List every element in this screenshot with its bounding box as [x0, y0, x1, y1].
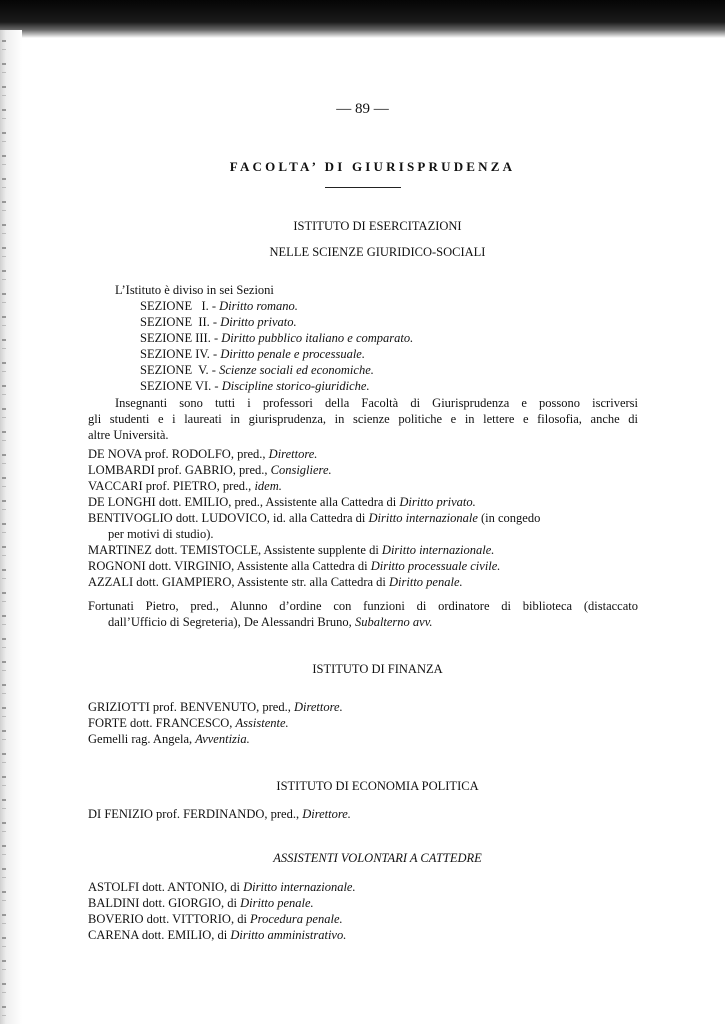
staff-role: Direttore.: [268, 447, 318, 461]
title-rule: [325, 187, 401, 188]
staff-role: Diritto amministrativo.: [230, 928, 347, 942]
page-number: — 89 —: [336, 101, 389, 117]
staff-role: Procedura penale.: [250, 912, 343, 926]
staff-role: Avventizia.: [195, 732, 250, 746]
section-name: Diritto privato.: [220, 315, 297, 329]
scan-gutter-marks: [2, 40, 6, 1020]
staff-line: [88, 574, 463, 590]
staff-name: BALDINI dott. GIORGIO, di: [88, 896, 237, 910]
section-line: [140, 346, 365, 362]
staff-role: Diritto internazionale.: [381, 543, 495, 557]
staff-line: [88, 699, 343, 715]
staff-line: [88, 510, 540, 526]
section-line: [140, 378, 370, 394]
section-line: [140, 362, 374, 378]
staff-line: [88, 478, 282, 494]
staff-line: [88, 927, 346, 943]
section-name: Diritto romano.: [219, 299, 298, 313]
staff-role: idem.: [254, 479, 282, 493]
staff-role: Direttore.: [302, 807, 351, 821]
institute-title: ISTITUTO DI FINANZA: [312, 662, 443, 676]
staff-role: Direttore.: [293, 700, 343, 714]
staff-name: DE LONGHI dott. EMILIO, pred., Assistente alla Cattedra di: [88, 495, 397, 509]
volunteers-title: ASSISTENTI VOLONTARI A CATTEDRE: [273, 851, 482, 865]
staff-role: Subalterno avv.: [354, 615, 433, 629]
institute-title-line2: NELLE SCIENZE GIURIDICO-SOCIALI: [269, 245, 486, 259]
staff-name: Gemelli rag. Angela,: [88, 732, 193, 746]
section-label: SEZIONE IV. -: [140, 347, 218, 361]
staff-line: [88, 806, 351, 822]
institute-title-line1: ISTITUTO DI ESERCITAZIONI: [293, 219, 462, 233]
staff-line-continued: per motivi di studio).: [108, 527, 214, 541]
staff-name: MARTINEZ dott. TEMISTOCLE, Assistente supplente di: [88, 543, 379, 557]
section-line: [140, 314, 297, 330]
staff-name: dall’Ufficio di Segreteria), De Alessandri Bruno,: [108, 615, 352, 629]
staff-line: [88, 911, 343, 927]
fortunati-line: Fortunati Pietro, pred., Alunno d’ordine con funzioni di ordinatore di biblioteca (distaccato: [88, 599, 638, 613]
staff-name: DE NOVA prof. RODOLFO, pred.,: [88, 447, 266, 461]
institute-title: ISTITUTO DI ECONOMIA POLITICA: [276, 779, 479, 793]
staff-line: [88, 731, 250, 747]
staff-line: [88, 558, 500, 574]
staff-name: LOMBARDI prof. GABRIO, pred.,: [88, 463, 268, 477]
staff-line: [88, 462, 332, 478]
section-label: SEZIONE III. -: [140, 331, 219, 345]
staff-role: Diritto processuale civile.: [370, 559, 501, 573]
staff-role: Consigliere.: [270, 463, 332, 477]
section-name: Diritto pubblico italiano e comparato.: [221, 331, 414, 345]
section-line: [140, 330, 413, 346]
staff-line: [88, 446, 317, 462]
staff-line: [88, 542, 494, 558]
staff-line: [88, 895, 314, 911]
staff-role: Diritto internazionale: [368, 511, 478, 525]
staff-role: Assistente.: [235, 716, 289, 730]
staff-note: (in congedo: [477, 511, 541, 525]
note-line: Insegnanti sono tutti i professori della Facoltà di Giurisprudenza e possono iscriversi: [115, 396, 638, 410]
scan-top-border: [0, 0, 725, 38]
section-name: Scienze sociali ed economiche.: [219, 363, 374, 377]
staff-name: GRIZIOTTI prof. BENVENUTO, pred.,: [88, 700, 291, 714]
note-line: altre Università.: [88, 428, 169, 442]
staff-name: DI FENIZIO prof. FERDINANDO, pred.,: [88, 807, 300, 821]
fortunati-line: [108, 614, 432, 630]
staff-name: FORTE dott. FRANCESCO,: [88, 716, 233, 730]
staff-line: [88, 494, 476, 510]
staff-name: VACCARI prof. PIETRO, pred.,: [88, 479, 252, 493]
staff-line: [88, 879, 356, 895]
staff-name: ASTOLFI dott. ANTONIO, di: [88, 880, 240, 894]
intro-text: L’Istituto è diviso in sei Sezioni: [115, 283, 274, 297]
section-label: SEZIONE VI. -: [140, 379, 219, 393]
staff-role: Diritto penale.: [240, 896, 314, 910]
staff-role: Diritto internazionale.: [243, 880, 356, 894]
section-label: SEZIONE II. -: [140, 315, 218, 329]
section-line: [140, 298, 298, 314]
staff-role: Diritto penale.: [389, 575, 463, 589]
page-title: FACOLTA’ DI GIURISPRUDENZA: [229, 159, 516, 174]
section-label: SEZIONE V. -: [140, 363, 216, 377]
section-label: SEZIONE I. -: [140, 299, 217, 313]
section-name: Diritto penale e processuale.: [220, 347, 365, 361]
staff-line: [88, 715, 289, 731]
staff-role: Diritto privato.: [399, 495, 476, 509]
staff-name: BOVERIO dott. VITTORIO, di: [88, 912, 247, 926]
staff-name: ROGNONI dott. VIRGINIO, Assistente alla Cattedra di: [88, 559, 368, 573]
staff-name: CARENA dott. EMILIO, di: [88, 928, 228, 942]
note-line: gli studenti e i laureati in giurisprudenza, in scienze politiche e in lettere e filosofia, anche di: [88, 412, 638, 426]
section-name: Discipline storico-giuridiche.: [221, 379, 370, 393]
staff-name: AZZALI dott. GIAMPIERO, Assistente str. alla Cattedra di: [88, 575, 386, 589]
staff-name: BENTIVOGLIO dott. LUDOVICO, id. alla Cattedra di: [88, 511, 366, 525]
